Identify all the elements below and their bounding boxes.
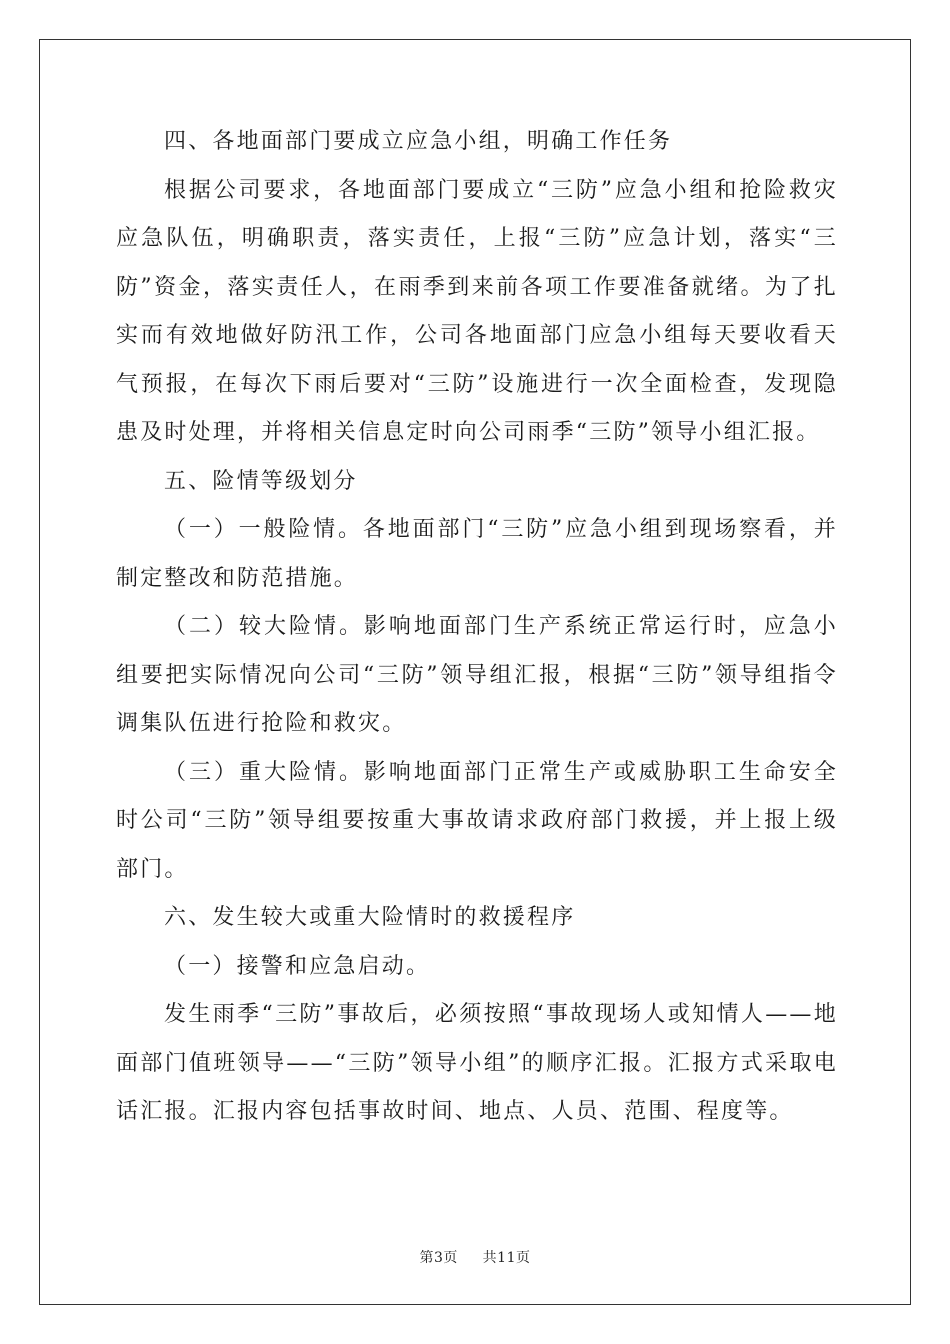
body-paragraph: （三）重大险情。影响地面部门正常生产或威胁职工生命安全时公司“三防”领导组要按重大事故请求政府部门救援，并上报上级部门。 — [116, 759, 838, 882]
page-number: 第3页 — [419, 1250, 458, 1266]
body-paragraph: 根据公司要求，各地面部门要成立“三防”应急小组和抢险救灾应急队伍，明确职责，落实责任，上报“三防”应急计划，落实“三防”资金，落实责任人，在雨季到来前各项工作要准备就绪。为了扎实而有效地做好防汛工作，公司各地面部门应急小组每天要收看天气预报，在每次下雨后要对“三防”设施进行一次全面检查，发现隐患及时处理，并将相关信息定时向公司雨季“三防”领导小组汇报。 — [116, 177, 838, 445]
section-heading-5: 五、险情等级划分 — [164, 468, 358, 494]
document-body — [116, 118, 838, 1137]
body-paragraph: 发生雨季“三防”事故后，必须按照“事故现场人或知情人——地面部门值班领导——“三防”领导小组”的顺序汇报。汇报方式采取电话汇报。汇报内容包括事故时间、地点、人员、范围、程度等。 — [116, 1002, 838, 1124]
body-paragraph: （二）较大险情。影响地面部门生产系统正常运行时，应急小组要把实际情况向公司“三防”领导组汇报，根据“三防”领导组指令调集队伍进行抢险和救灾。 — [116, 614, 838, 736]
body-paragraph: （一）一般险情。各地面部门“三防”应急小组到现场察看，并制定整改和防范措施。 — [116, 517, 838, 591]
page-footer — [0, 1247, 950, 1267]
page-total: 共11页 — [482, 1250, 531, 1266]
section-heading-6: 六、发生较大或重大险情时的救援程序 — [164, 905, 576, 930]
subsection-heading: （一）接警和应急启动。 — [164, 953, 431, 979]
section-heading-4: 四、各地面部门要成立应急小组，明确工作任务 — [164, 129, 673, 154]
